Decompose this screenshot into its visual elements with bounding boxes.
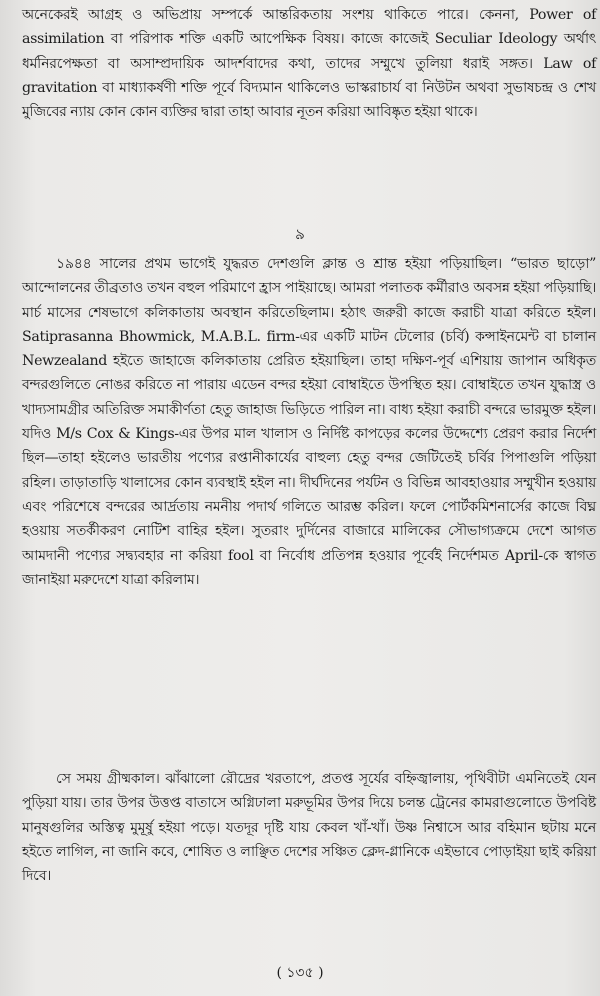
- paragraph-summer-desert: সে সময় গ্রীষ্মকাল। ঝাঁঝালো রৌদ্রের খরতাপে, প্রতপ্ত সূর্যের বহ্নিজ্বালায়, পৃথিবীটা এমনিতেই যেন পুড়িয়া যায়। তার উপর উত্তপ্ত বাতাসে অগ্নিঢালা মরুভূমির উপর দিয়ে চলন্ত ট্রেনের কামরাগুলোতে উপবিষ্ট মানুষগুলির অস্তিত্ব মুমূর্ষু হইয়া পড়ে। যতদূর দৃষ্টি যায় কেবল খাঁ-খাঁ। উষ্ণ নিশ্বাসে আর বহিমান ছটায় মনে হইতে লাগিল, না জানি কবে, শোষিত ও লাঞ্ছিত দেশের সঞ্চিত ক্লেদ-গ্লানিকে এইভাবে পোড়াইয়া ছাই করিয়া দিবে।: [22, 771, 596, 885]
- paragraph-karachi-journey: ১৯৪৪ সালের প্রথম ভাগেই যুদ্ধরত দেশগুলি ক্লান্ত ও শ্রান্ত হইয়া পড়িয়াছিল। “ভারত ছাড়ো” আন্দোলনের তীব্রতাও তখন বহুল পরিমাণে হ্রাস পাইয়াছে। আমরা পলাতক কর্মীরাও অবসন্ন হইয়া পড়িয়াছি। মার্চ মাসের শেষভাগে কলিকাতায় অবস্থান করিতেছিলাম। হঠাৎ জরুরী কাজে করাচী যাত্রা করিতে হইল। Satiprasanna Bhowmick, M.A.B.L. firm-এর একটি মাটন টেলোর (চর্বি) কন্সাইনমেন্ট বা চালান Newzealand হইতে জাহাজে কলিকাতায় প্রেরিত হইয়াছিল। তাহা দক্ষিণ-পূর্ব এশিয়ায় জাপান অধিকৃত বন্দরগুলিতে নোঙর করিতে না পারায় এডেন বন্দর হইয়া বোম্বাইতে উপস্থিত হয়। বোম্বাইতে তখন যুদ্ধাস্ত্র ও খাদ্যসামগ্রীর অতিরিক্ত সমাকীর্ণতা হেতু জাহাজ ভিড়িতে পারিল না। বাধ্য হইয়া করাচী বন্দরে ভারমুক্ত হইল। যদিও M/s Cox & Kings-এর উপর মাল খালাস ও নির্দিষ্ট কাপড়ের কলের উদ্দেশ্যে প্রেরণ করার নির্দেশ ছিল—তাহা হইলেও ভারতীয় পণ্যের রপ্তানীকার্যের বাহুল্য হেতু বন্দর জেটিতেই চর্বির পিপাগুলি পড়িয়া রহিল। তাড়াতাড়ি খালাসের কোন ব্যবস্থাই হইল না। দীর্ঘদিনের পর্যটন ও বিভিন্ন আবহাওয়ার সম্মুখীন হওয়ায় এবং পরিশেষে বন্দরের আর্দ্রতায় নমনীয় পদার্থ গলিতে আরম্ভ করিল। ফলে পোর্টকমিশনার্সের কাজে বিঘ্ন হওয়ায় সতর্কীকরণ নোটিশ বাহির হইল। সুতরাং দুর্দিনের বাজারে মালিকের সৌভাগ্যক্রমে দেশে আগত আমদানী পণ্যের সদ্ব্যবহার না করিয়া fool বা নির্বোধ প্রতিপন্ন হওয়ার পূর্বেই নির্দেশমত April-কে স্বাগত জানাইয়া মরুদেশে যাত্রা করিলাম।: [22, 256, 596, 588]
- paragraph-intro: অনেকেরই আগ্রহ ও অভিপ্রায় সম্পর্কে আন্তরিকতায় সংশয় থাকিতে পারে। কেননা, Power of assimilation বা পরিপাক শক্তি একটি আপেক্ষিক বিষয়। কাজে কাজেই Seculiar Ideology অর্থাৎ ধর্মনিরপেক্ষতা বা অসাম্প্রদায়িক আদর্শবাদের কথা, তাদের সম্মুখে তুলিয়া ধরাই সঙ্গত। Law of gravitation বা মাধ্যাকর্ষণী শক্তি পূর্বে বিদ্যমান থাকিলেও ভাস্করাচার্য বা নিউটন অথবা সুভাষচন্দ্র ও শেখ মুজিবের ন্যায় কোন কোন ব্যক্তির দ্বারা তাহা আবার নূতন করিয়া আবিষ্কৃত হইয়া থাকে।: [22, 7, 596, 121]
- page-number: ( ১৩৫ ): [276, 965, 324, 981]
- section-number: ৯: [295, 225, 305, 243]
